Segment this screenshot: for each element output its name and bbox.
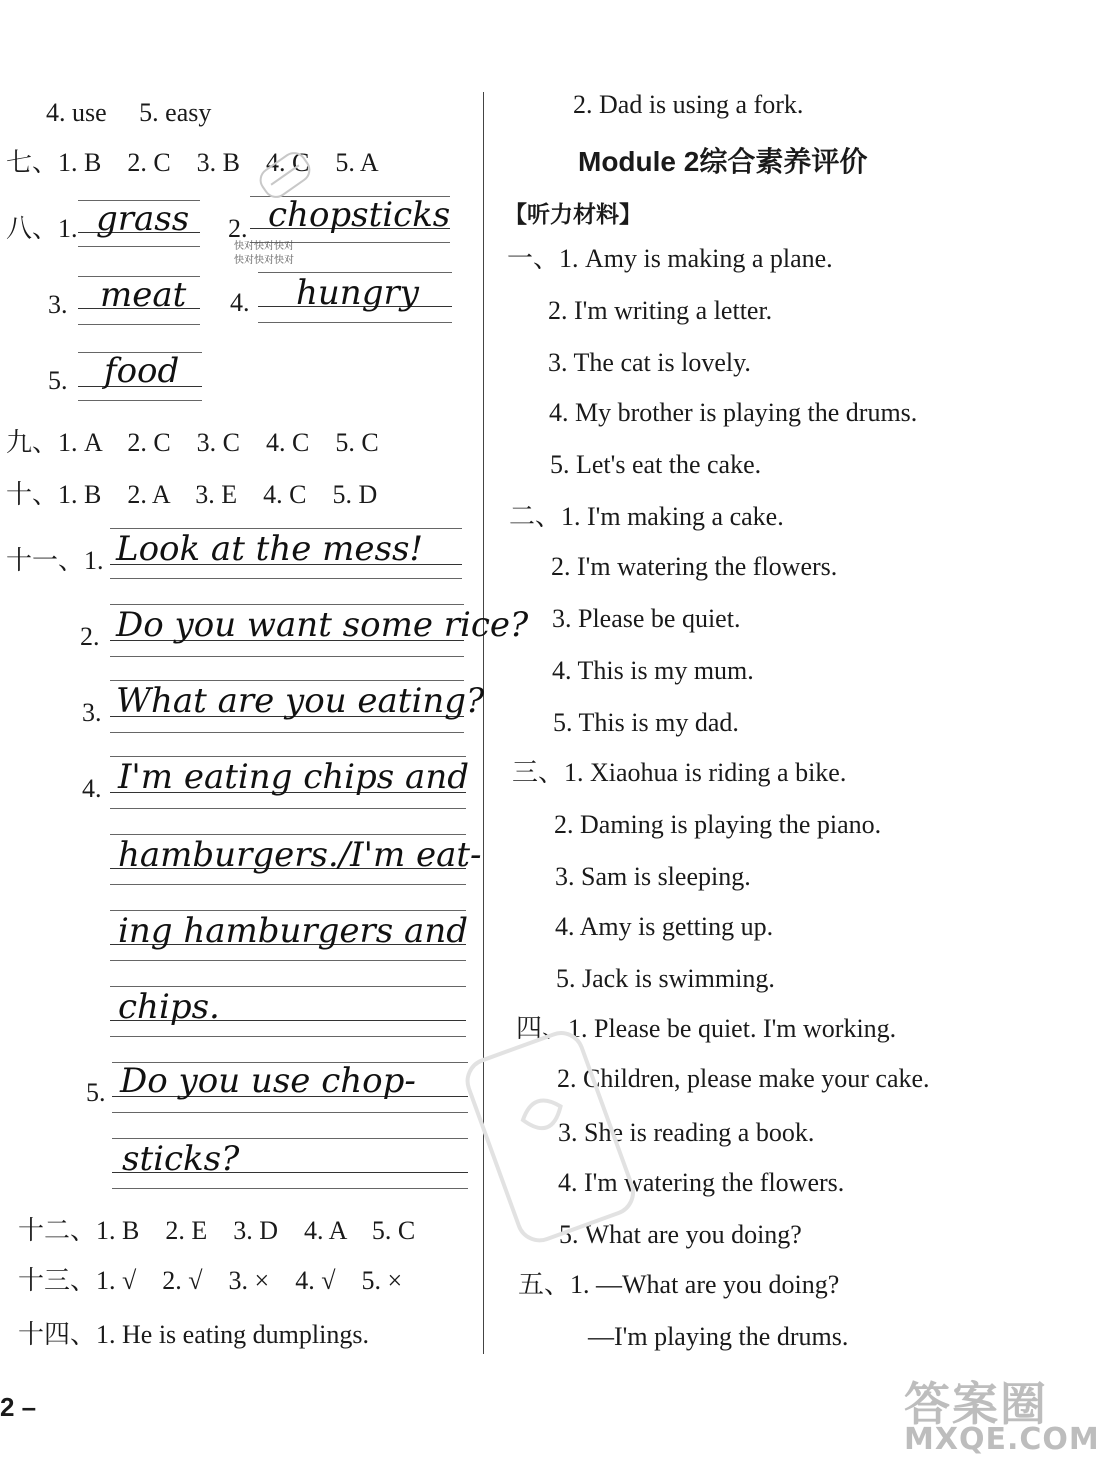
q11-answer-2: Do you want some rice?	[116, 605, 529, 645]
q11-answer-4a: I'm eating chips and	[118, 757, 469, 797]
answer-line-prev: 4. use 5. easy	[46, 98, 212, 127]
listening-line: 5. This is my dad.	[553, 708, 739, 737]
listening-line: 2. I'm writing a letter.	[548, 296, 773, 325]
listening-line: 二、1. I'm making a cake.	[509, 502, 784, 531]
listening-line: 5. What are you doing?	[559, 1220, 802, 1249]
q8-num-3: 3.	[48, 290, 68, 319]
listening-line: 五、1. —What are you doing?	[518, 1270, 840, 1299]
listening-line: 2. I'm watering the flowers.	[551, 552, 838, 581]
listening-line: 4. Amy is getting up.	[555, 912, 774, 941]
listening-line: 一、1. Amy is making a plane.	[507, 244, 833, 273]
q11-num-5: 5.	[86, 1078, 106, 1107]
watermark-small: 快对快对快对 快对快对快对	[234, 241, 294, 266]
q11-answer-4b: hamburgers./I'm eat-	[118, 835, 482, 875]
listening-line: 3. Please be quiet.	[552, 604, 741, 633]
watermark-stamp-icon	[250, 140, 320, 210]
q11-answer-4d: chips.	[118, 987, 220, 1027]
listening-line: 4. My brother is playing the drums.	[549, 398, 918, 427]
brand-watermark-url: MXQE.COM	[904, 1422, 1100, 1457]
right-top-line: 2. Dad is using a fork.	[573, 90, 804, 119]
listening-line: 四、1. Please be quiet. I'm working.	[516, 1014, 897, 1043]
q11-answer-5b: sticks?	[122, 1139, 240, 1179]
listening-line: 3. Sam is sleeping.	[555, 862, 751, 891]
q8-answer-2: chopsticks	[268, 195, 451, 235]
q8-num-5: 5.	[48, 366, 68, 395]
answer-line-9: 九、1. A 2. C 3. C 4. C 5. C	[6, 428, 379, 457]
q8-answer-5: food	[104, 351, 180, 391]
q8-num-4: 4.	[230, 288, 250, 317]
q11-num-4: 4.	[82, 774, 102, 803]
answer-line-13: 十三、1. √ 2. √ 3. × 4. √ 5. ×	[18, 1266, 403, 1295]
listening-line: 3. The cat is lovely.	[548, 348, 751, 377]
page-number: 2 –	[0, 1392, 37, 1422]
q8-num-2: 2.	[228, 214, 248, 243]
answer-line-14: 十四、1. He is eating dumplings.	[18, 1320, 369, 1349]
section-listening-material: 【听力材料】	[504, 201, 642, 227]
q8-answer-4: hungry	[296, 273, 419, 313]
q8-num-1: 八、1.	[6, 214, 78, 243]
q11-answer-1: Look at the mess!	[116, 529, 424, 569]
listening-line: 2. Daming is playing the piano.	[554, 810, 882, 839]
listening-line: 4. I'm watering the flowers.	[558, 1168, 845, 1197]
listening-line: 4. This is my mum.	[552, 656, 754, 685]
q8-answer-1: grass	[96, 199, 190, 239]
q11-num-3: 3.	[82, 698, 102, 727]
listening-line: —I'm playing the drums.	[588, 1322, 849, 1351]
listening-line: 2. Children, please make your cake.	[557, 1064, 930, 1093]
q11-num-2: 2.	[80, 622, 100, 651]
listening-line: 5. Let's eat the cake.	[550, 450, 762, 479]
q11-num-1: 十一、1.	[6, 546, 104, 575]
answer-line-12: 十二、1. B 2. E 3. D 4. A 5. C	[18, 1216, 416, 1245]
q11-answer-4c: ing hamburgers and	[118, 911, 468, 951]
listening-line: 三、1. Xiaohua is riding a bike.	[512, 758, 847, 787]
q8-answer-3: meat	[100, 275, 187, 315]
answer-line-7: 七、1. B 2. C 3. B 4. C 5. A	[6, 148, 379, 177]
q11-answer-3: What are you eating?	[116, 681, 485, 721]
listening-line: 5. Jack is swimming.	[556, 964, 775, 993]
answer-line-10: 十、1. B 2. A 3. E 4. C 5. D	[6, 480, 378, 509]
brand-watermark: 答案圈	[904, 1377, 1048, 1431]
listening-line: 3. She is reading a book.	[558, 1118, 815, 1147]
module-title: Module 2综合素养评价	[578, 146, 868, 177]
q11-answer-5a: Do you use chop-	[120, 1061, 416, 1101]
watermark-phone-icon	[470, 1020, 640, 1250]
